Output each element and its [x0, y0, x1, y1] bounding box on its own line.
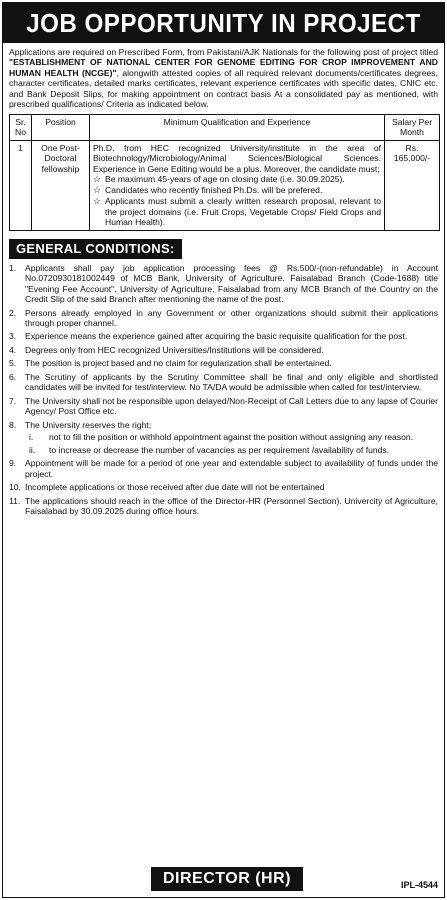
item-number: 2. — [9, 307, 17, 318]
list-item — [93, 185, 381, 196]
general-conditions-list — [3, 263, 444, 517]
cell-position: One Post-Doctoral fellowship — [32, 140, 90, 230]
item-number: 11. — [9, 495, 21, 506]
item-text: The University shall not be responsible upon delayed/Non-Receipt of Call Letters due to any lapse of Courier Agency/ Post Office etc. — [25, 395, 438, 417]
condition-text: Candidates who recently finished Ph.Ds. will be prefered. — [105, 185, 323, 196]
item-number: 3. — [9, 331, 17, 342]
item-text: The position is project based and no claim for regularization shall be entertained. — [25, 358, 332, 369]
list-item — [9, 331, 438, 341]
position-table — [9, 114, 440, 231]
item-text: Appointment will be made for a period of one year and extendable subject to availability of funds under the project. — [25, 458, 438, 479]
item-text: Incomplete applications or those received after due date will not be entertained — [25, 482, 325, 493]
item-text: Persons already employed in any Government or other organizations should submit their applications through proper channel. — [25, 307, 438, 328]
job-advertisement — [2, 2, 445, 898]
list-item — [9, 263, 438, 305]
item-text: Experience means the experience gained after acquiring the basic requisite qualification for the post. — [25, 331, 408, 342]
reference-code: IPL-4544 — [400, 880, 438, 891]
page-title: JOB OPPORTUNITY IN PROJECT — [26, 8, 421, 38]
list-item — [9, 372, 438, 393]
item-number: 7. — [9, 395, 17, 406]
sub-item — [25, 432, 438, 442]
item-number: 5. — [9, 358, 17, 369]
list-item — [9, 458, 438, 479]
item-text: Degrees only from HEC recognized Universities/Institutions will be considered. — [25, 344, 324, 355]
header-position: Position — [32, 114, 90, 140]
item-number: 6. — [9, 371, 17, 382]
table-header-row — [10, 114, 440, 140]
list-item — [93, 196, 381, 227]
list-item — [93, 174, 381, 185]
cell-salary: Rs. 165,000/- — [385, 140, 440, 230]
item-number: 4. — [9, 344, 17, 355]
star-icon: ☆ — [93, 185, 102, 196]
list-item — [9, 308, 438, 329]
cell-sr-no: 1 — [10, 140, 32, 230]
header-salary: Salary Per Month — [385, 114, 440, 140]
item-body — [25, 420, 438, 455]
sub-item-text: to increase or decrease the number of vacancies as per requirement /availability of funds. — [49, 444, 390, 455]
qualification-conditions — [93, 174, 381, 227]
intro-paragraph — [3, 43, 444, 112]
list-item — [9, 420, 438, 455]
header-banner — [3, 3, 444, 43]
list-item — [9, 396, 438, 417]
star-icon: ☆ — [93, 174, 102, 185]
header-sr-no: Sr. No — [10, 114, 32, 140]
list-item — [9, 496, 438, 517]
list-item — [9, 345, 438, 355]
sub-item-text: not to fill the position or withhold appointment against the position without assigning any reason. — [49, 432, 414, 443]
cell-qualification — [90, 140, 385, 230]
signature-director-hr: DIRECTOR (HR) — [151, 867, 303, 891]
item-text: The applications should reach in the office of the Director-HR (Personnel Section). Univercity of Agriculture, Faisalabad by 30.09.2025 during office hours. — [25, 495, 438, 517]
table-row — [10, 140, 440, 230]
list-item — [9, 358, 438, 368]
intro-text-after: , alongwith attested copies of all required relevant documents/certificates degrees, character certificates, detailed marks certificates, relevant experience certificates with specific dates, CNIC etc. and Bank Deposit Slips, for making appointment on contract basis At a consolidated pay as mentioned, with prescribed qualifications/ Criteria as indicated below. — [9, 67, 438, 110]
project-title: "ESTABLISHMENT OF NATIONAL CENTER FOR GENOME EDITING FOR CROP IMPROVEMENT AND HUMAN HEALTH (NCGE)" — [9, 57, 438, 78]
footer — [3, 867, 444, 897]
item-number: 10. — [9, 482, 21, 493]
sub-item-number: i. — [29, 432, 34, 443]
condition-text: Be maximum 45-years of age on closing date (i.e. 30.09.2025). — [105, 174, 345, 185]
list-item — [9, 482, 438, 492]
qualification-text: Ph.D. from HEC recognized University/institute in the area of Biotechnology/Microbiology/Animal Sciences/Biological Sciences. Experience in Gene Editing would be a plus. Moreover, the candidate must; — [93, 142, 381, 174]
item-number: 1. — [9, 262, 17, 273]
general-conditions-heading: GENERAL CONDITIONS: — [9, 239, 182, 259]
item-text: Applicants shall pay job application processing fees @ Rs.500/-(non-refundable) in Account No.0720930181002449 of MCB Bank, University of Agriculture. Faisalabad Branch (Code-1688) title "Evening Fee Account". University of Agriculture, Faisalabad from any MCB Branch of the Country on the Credit Slip of the said Branch after mentioning the name of the post. — [25, 262, 438, 305]
condition-text: Applicants must submit a clearly written research proposal, relevant to the project domains (i.e. Fruit Crops, Vegetable Crops/ Field Crops and Human Health). — [105, 196, 381, 228]
star-icon: ☆ — [93, 196, 102, 207]
item-text: The Scrutiny of applicants by the Scrutiny Committee shall be final and only eligible and shortlisted candidates will be invited for test/interview. No TA/DA would be admissible when called for test/interview. — [25, 371, 438, 393]
header-qualification: Minimum Qualification and Experience — [90, 114, 385, 140]
sub-item — [25, 445, 438, 455]
sub-item-number: ii. — [29, 444, 36, 455]
item-number: 8. — [9, 419, 17, 430]
item-text: The University reserves the right; — [25, 419, 152, 430]
intro-text-before: Applications are required on Prescribed Form, from Pakistani/AJK Nationals for the following post of project titled — [9, 47, 438, 57]
item-number: 9. — [9, 458, 17, 469]
